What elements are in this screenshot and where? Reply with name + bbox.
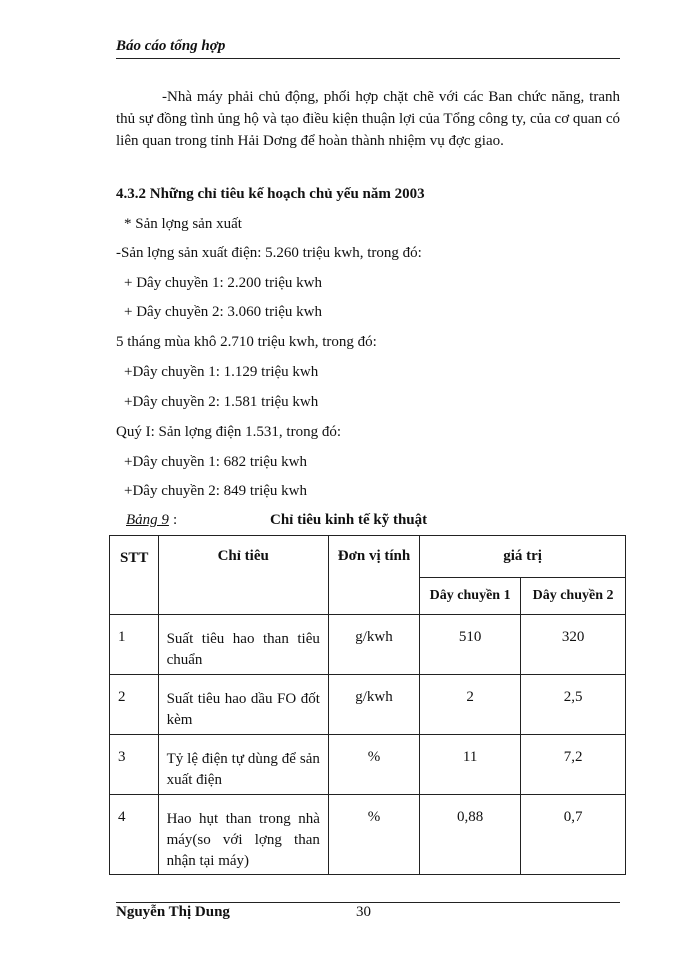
text-line: 5 tháng mùa khô 2.710 triệu kwh, trong đó: [116,334,377,350]
footer-author: Nguyễn Thị Dung [116,904,230,920]
header-stt: STT [110,536,159,615]
text-line: Quý I: Sản lợng điện 1.531, trong đó: [116,424,341,440]
cell-unit: % [328,795,419,875]
text-line: +Dây chuyền 2: 1.581 triệu kwh [124,394,319,410]
text-line: +Dây chuyền 1: 682 triệu kwh [124,454,308,470]
intro-paragraph [116,86,620,152]
text-line: * Sản lợng sản xuất [124,216,242,232]
cell-stt: 3 [110,735,159,795]
table-row [110,675,626,735]
cell-value-1: 510 [420,615,521,675]
cell-stt: 2 [110,675,159,735]
text-line: +Dây chuyền 1: 1.129 triệu kwh [124,364,319,380]
table-caption-title: Chỉ tiêu kinh tế kỹ thuật [270,512,428,528]
header-title: Báo cáo tổng hợp [116,38,226,54]
cell-value-2: 7,2 [521,735,626,795]
cell-value-2: 2,5 [521,675,626,735]
table-caption-label: Bảng 9 [126,512,169,528]
table-caption-colon: : [173,512,178,528]
header-line-1: Dây chuyền 1 [420,578,521,615]
table-row [110,615,626,675]
cell-unit: % [328,735,419,795]
page-header [116,34,620,59]
cell-stt: 4 [110,795,159,875]
header-line-2: Dây chuyền 2 [521,578,626,615]
text-line: -Sản lợng sản xuất điện: 5.260 triệu kwh, trong đó: [116,245,422,261]
cell-value-2: 320 [521,615,626,675]
cell-value-1: 11 [420,735,521,795]
section-heading: 4.3.2 Những chỉ tiêu kế hoạch chủ yếu năm 2003 [116,186,425,202]
cell-value-2: 0,7 [521,795,626,875]
cell-name: Hao hụt than trong nhà máy(so với lợng than nhận tại máy) [158,795,328,875]
cell-unit: g/kwh [328,615,419,675]
cell-value-1: 0,88 [420,795,521,875]
cell-value-1: 2 [420,675,521,735]
indicator-table [109,535,626,875]
footer-divider [116,902,620,903]
table-row [110,795,626,875]
cell-name: Suất tiêu hao dầu FO đốt kèm [158,675,328,735]
paragraph-text: -Nhà máy phải chủ động, phối hợp chặt chẽ với các Ban chức năng, tranh thủ sự đồng tình ủng hộ và tạo điều kiện thuận lợi của Tổng công ty, của cơ quan có liên quan trong tỉnh Hải Dơng để hoàn thành nhiệm vụ đợc giao. [116,89,620,149]
header-unit: Đơn vị tính [328,536,419,615]
table-header-row [110,536,626,578]
cell-name: Tỷ lệ điện tự dùng để sản xuất điện [158,735,328,795]
text-line: + Dây chuyền 2: 3.060 triệu kwh [124,304,323,320]
table-row [110,735,626,795]
text-line: + Dây chuyền 1: 2.200 triệu kwh [124,275,323,291]
text-line: +Dây chuyền 2: 849 triệu kwh [124,483,308,499]
cell-stt: 1 [110,615,159,675]
cell-unit: g/kwh [328,675,419,735]
page-number: 30 [356,904,371,920]
header-value: giá trị [420,536,626,578]
cell-name: Suất tiêu hao than tiêu chuẩn [158,615,328,675]
header-name: Chỉ tiêu [158,536,328,615]
